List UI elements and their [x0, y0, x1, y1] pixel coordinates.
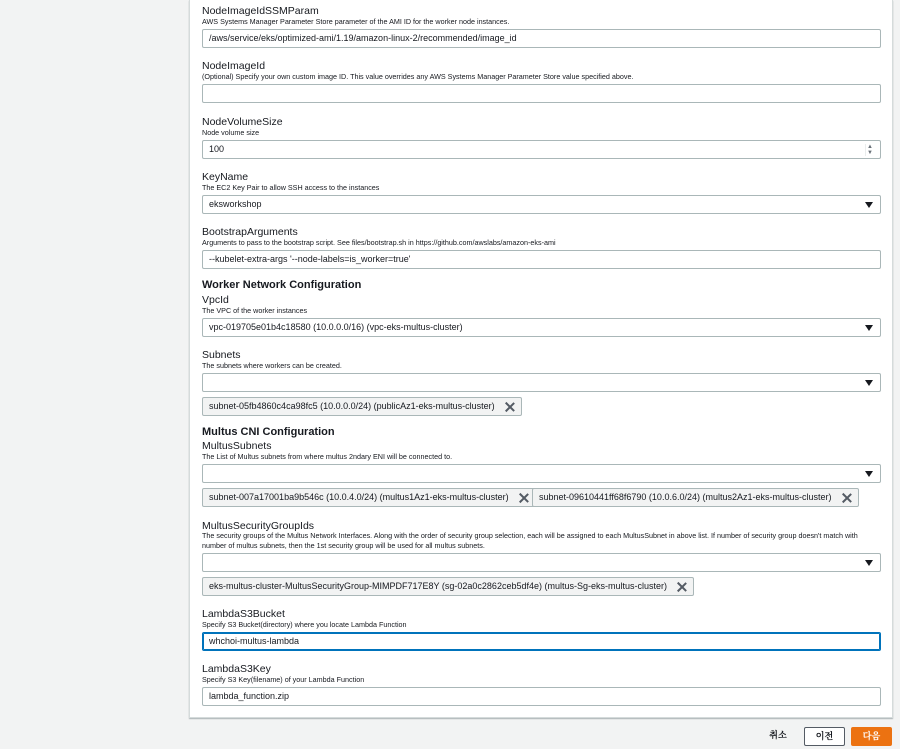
- close-icon[interactable]: [842, 493, 852, 503]
- caret-down-icon: [865, 325, 873, 331]
- subnets-label: Subnets: [202, 349, 241, 361]
- close-icon[interactable]: [677, 582, 687, 592]
- key-name-description: The EC2 Key Pair to allow SSH access to the instances: [202, 183, 380, 192]
- vpc-id-label: VpcId: [202, 294, 229, 306]
- multus-subnets-description: The List of Multus subnets from where multus 2ndary ENI will be connected to.: [202, 452, 453, 461]
- node-volume-size-label: NodeVolumeSize: [202, 116, 283, 128]
- multus-section-title: Multus CNI Configuration: [202, 426, 335, 438]
- bootstrap-arguments-input[interactable]: --kubelet-extra-args '--node-labels=is_worker=true': [202, 250, 881, 269]
- multus-subnets-label: MultusSubnets: [202, 440, 272, 452]
- node-image-id-description: (Optional) Specify your own custom image ID. This value overrides any AWS Systems Manager Parameter Store value specified above.: [202, 72, 634, 81]
- node-image-id-input[interactable]: [202, 84, 881, 103]
- node-image-id-label: NodeImageId: [202, 60, 266, 72]
- multus-subnet-token: [202, 488, 536, 507]
- stepper-icon[interactable]: ▲ ▼: [865, 144, 874, 156]
- multus-subnets-select[interactable]: [202, 464, 881, 483]
- multus-sg-select[interactable]: [202, 553, 881, 572]
- parameters-panel: [189, 0, 893, 718]
- lambda-bucket-description: Specify S3 Bucket(directory) where you locate Lambda Function: [202, 620, 407, 629]
- multus-sg-token: [202, 577, 694, 596]
- caret-down-icon: [865, 202, 873, 208]
- lambda-key-label: LambdaS3Key: [202, 663, 271, 675]
- vpc-id-select[interactable]: [202, 318, 881, 337]
- vpc-id-value: vpc-019705e01b4c18580 (10.0.0.0/16) (vpc-eks-multus-cluster): [209, 322, 463, 332]
- caret-down-icon: [865, 471, 873, 477]
- key-name-value: eksworkshop: [209, 199, 262, 209]
- multus-sg-label: MultusSecurityGroupIds: [202, 520, 315, 532]
- subnet-token: [202, 397, 522, 416]
- node-volume-size-input[interactable]: [202, 140, 881, 159]
- key-name-select[interactable]: [202, 195, 881, 214]
- key-name-label: KeyName: [202, 171, 249, 183]
- worker-network-section-title: Worker Network Configuration: [202, 279, 362, 291]
- multus-sg-description: The security groups of the Multus Network Interfaces. Along with the order of security group selection, each will be assigned to each MultusSubnet in above list. If number of security group doesn't match with number of multus subnets, then the 1st security group will be used for all multus subnets.: [202, 531, 858, 550]
- subnet-token-label: subnet-05fb4860c4ca98fc5 (10.0.0.0/24) (publicAz1-eks-multus-cluster): [209, 401, 495, 411]
- vpc-id-description: The VPC of the worker instances: [202, 306, 308, 315]
- cancel-button[interactable]: 취소: [769, 730, 787, 740]
- node-image-ssm-input[interactable]: /aws/service/eks/optimized-ami/1.19/amazon-linux-2/recommended/image_id: [202, 29, 881, 48]
- subnets-select[interactable]: [202, 373, 881, 392]
- bootstrap-arguments-description: Arguments to pass to the bootstrap script. See files/bootstrap.sh in https://github.com/awslabs/amazon-eks-ami: [202, 238, 556, 247]
- previous-button[interactable]: 이전: [804, 727, 845, 746]
- close-icon[interactable]: [519, 493, 529, 503]
- close-icon[interactable]: [505, 402, 515, 412]
- lambda-bucket-label: LambdaS3Bucket: [202, 608, 285, 620]
- caret-down-icon: [865, 560, 873, 566]
- bootstrap-arguments-label: BootstrapArguments: [202, 226, 298, 238]
- multus-subnet-token-label: subnet-007a17001ba9b546c (10.0.4.0/24) (multus1Az1-eks-multus-cluster): [209, 492, 509, 502]
- node-volume-size-value: 100: [209, 144, 225, 154]
- lambda-bucket-input[interactable]: whchoi-multus-lambda: [202, 632, 881, 651]
- node-image-ssm-description: AWS Systems Manager Parameter Store parameter of the AMI ID for the worker node instances.: [202, 17, 510, 26]
- lambda-key-input[interactable]: lambda_function.zip: [202, 687, 881, 706]
- caret-down-icon: [865, 380, 873, 386]
- subnets-description: The subnets where workers can be created.: [202, 361, 342, 370]
- node-volume-size-description: Node volume size: [202, 128, 260, 137]
- multus-subnet-token: [532, 488, 859, 507]
- multus-sg-token-label: eks-multus-cluster-MultusSecurityGroup-MIMPDF717E8Y (sg-02a0c2862ceb5df4e) (multus-Sg-eks-multus-cluster): [209, 581, 667, 591]
- next-button[interactable]: 다음: [851, 727, 892, 746]
- lambda-key-description: Specify S3 Key(filename) of your Lambda Function: [202, 675, 365, 684]
- node-image-ssm-label: NodeImageIdSSMParam: [202, 5, 319, 17]
- multus-subnet-token-label: subnet-09610441ff68f6790 (10.0.6.0/24) (multus2Az1-eks-multus-cluster): [539, 492, 832, 502]
